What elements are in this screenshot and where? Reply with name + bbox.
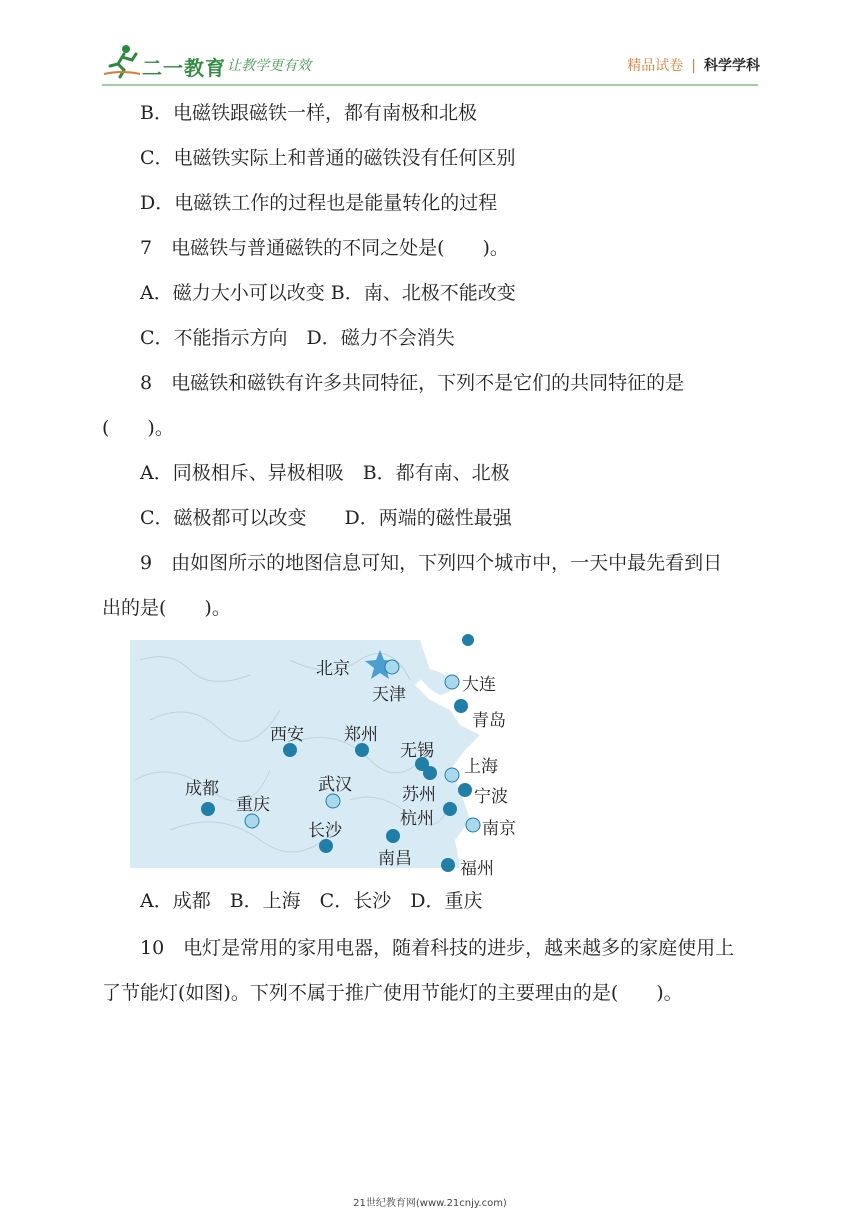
tag-separator: | (691, 58, 696, 74)
city-tianjin: 天津 (372, 685, 406, 705)
header-tags (627, 55, 760, 75)
city-zhengzhou: 郑州 (344, 725, 378, 745)
header-rule (102, 84, 758, 86)
question-10-cont: 了节能灯(如图)。下列不属于推广使用节能灯的主要理由的是( )。 (102, 982, 683, 1004)
city-suzhou: 苏州 (402, 785, 436, 805)
question-8-options-ab: A．同极相斥、异极相吸 B．都有南、北极 (140, 462, 510, 484)
city-beijing: 北京 (316, 659, 350, 679)
logo-text: 二一教育 (142, 56, 226, 80)
question-9-options: A．成都 B．上海 C．长沙 D．重庆 (140, 890, 483, 912)
china-city-map (130, 640, 516, 879)
question-8-cont: ( )。 (102, 417, 174, 439)
question-9: 9 由如图所示的地图信息可知，下列四个城市中，一天中最先看到日 (140, 552, 723, 574)
question-7-options-cd: C．不能指示方向 D．磁力不会消失 (140, 327, 455, 349)
runner-logo-icon (104, 44, 140, 78)
city-fuzhou: 福州 (460, 859, 494, 879)
city-ningbo: 宁波 (474, 787, 508, 807)
question-7-options-ab: A．磁力大小可以改变 B．南、北极不能改变 (140, 282, 516, 304)
city-hangzhou: 杭州 (400, 809, 434, 829)
option-c-prev: C．电磁铁实际上和普通的磁铁没有任何区别 (140, 147, 516, 169)
city-qingdao: 青岛 (472, 711, 506, 731)
page-footer: 21世纪教育网(www.21cnjy.com) (353, 1198, 507, 1209)
city-chengdu: 成都 (185, 779, 219, 799)
city-wuxi: 无锡 (400, 741, 434, 761)
slogan: / 让教学更有效 (218, 58, 312, 74)
page-header (0, 0, 860, 90)
city-shanghai: 上海 (464, 757, 498, 777)
question-10: 10 电灯是常用的家用电器，随着科技的进步，越来越多的家庭使用上 (140, 937, 735, 959)
tag-subject: 科学学科 (704, 58, 760, 74)
question-8-options-cd: C．磁极都可以改变 D．两端的磁性最强 (140, 507, 512, 529)
city-nanjing: 南京 (482, 819, 516, 839)
city-xian: 西安 (270, 725, 304, 745)
city-wuhan: 武汉 (318, 775, 352, 795)
option-7b-prev: B．电磁铁跟磁铁一样，都有南极和北极 (140, 102, 477, 124)
city-nanchang: 南昌 (378, 849, 412, 869)
question-7: 7 电磁铁与普通磁铁的不同之处是( )。 (140, 237, 509, 259)
city-chongqing: 重庆 (236, 795, 270, 815)
city-changsha: 长沙 (308, 821, 342, 841)
city-dalian: 大连 (462, 675, 496, 695)
question-9-cont: 出的是( )。 (102, 597, 231, 619)
option-d-prev: D．电磁铁工作的过程也是能量转化的过程 (140, 192, 498, 214)
tag-quality: 精品试卷 (627, 58, 684, 74)
question-8: 8 电磁铁和磁铁有许多共同特征，下列不是它们的共同特征的是 (140, 372, 685, 394)
